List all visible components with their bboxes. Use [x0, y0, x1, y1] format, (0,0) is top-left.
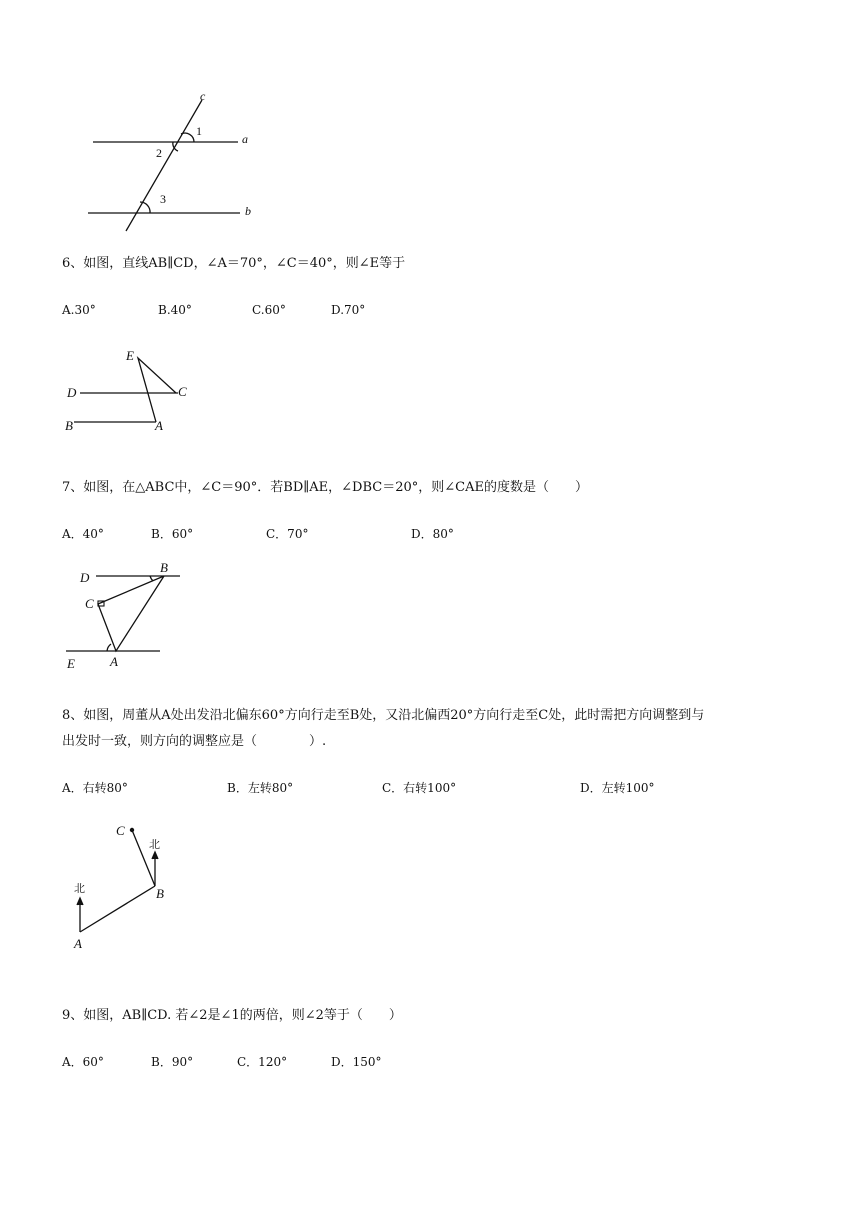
- segment-a-e-c: [138, 358, 176, 422]
- label-c: C: [116, 823, 125, 838]
- question-8-option-a[interactable]: A．右转80°: [62, 781, 128, 795]
- north-arrowhead-b: [152, 852, 158, 859]
- question-8-text-line-1: 8、如图，周董从A处出发沿北偏东60°方向行走至B处，又沿北偏西20°方向行走至C处，此时需把方向调整到与: [62, 708, 705, 723]
- triangle-abc: [98, 576, 164, 651]
- line-c: [126, 100, 202, 231]
- label-north-b: 北: [149, 839, 160, 851]
- north-arrowhead-a: [77, 898, 83, 905]
- label-e: E: [126, 348, 134, 363]
- question-9-option-a[interactable]: A．60°: [62, 1055, 104, 1069]
- label-b: B: [160, 560, 168, 575]
- label-d: D: [67, 385, 77, 400]
- question-9-option-b[interactable]: B．90°: [151, 1055, 194, 1069]
- figure-question-7: [60, 558, 190, 673]
- label-2: 2: [156, 146, 162, 160]
- question-8-option-b[interactable]: B．左转80°: [227, 781, 294, 795]
- question-8-option-d[interactable]: D．左转100°: [580, 781, 655, 795]
- question-6-option-b[interactable]: B.40°: [158, 303, 192, 317]
- path-a-to-b: [80, 886, 155, 932]
- question-9-option-d[interactable]: D．150°: [331, 1055, 382, 1069]
- question-8-text-line-2: 出发时一致，则方向的调整应是（ ）.: [62, 734, 327, 749]
- angle-1-arc: [181, 133, 194, 142]
- question-7-option-b[interactable]: B．60°: [151, 527, 194, 541]
- label-c: C: [178, 384, 187, 399]
- label-a: A: [155, 418, 163, 433]
- label-e: E: [67, 656, 75, 671]
- question-9-text: 9、如图，AB∥CD. 若∠2是∠1的两倍，则∠2等于（ ）: [62, 1008, 402, 1023]
- question-7-option-c[interactable]: C．70°: [266, 527, 309, 541]
- question-6-option-d[interactable]: D.70°: [331, 303, 366, 317]
- figure-question-8: [60, 820, 190, 960]
- question-6-text: 6、如图，直线AB∥CD，∠A＝70°，∠C＝40°，则∠E等于: [62, 256, 406, 271]
- label-a: A: [74, 936, 82, 951]
- label-d: D: [80, 570, 90, 585]
- question-7-option-d[interactable]: D．80°: [411, 527, 454, 541]
- question-8-option-c[interactable]: C．右转100°: [382, 781, 457, 795]
- point-c: [130, 828, 134, 832]
- label-a: A: [110, 654, 118, 669]
- label-c: C: [85, 596, 94, 611]
- label-3: 3: [160, 192, 166, 206]
- label-a: a: [242, 132, 248, 146]
- label-north-a: 北: [74, 883, 85, 895]
- question-7-text: 7、如图，在△ABC中，∠C＝90°．若BD∥AE，∠DBC＝20°，则∠CAE的度数是（ ）: [62, 480, 588, 495]
- question-6-option-c[interactable]: C.60°: [252, 303, 286, 317]
- figure-question-6: [60, 346, 210, 436]
- question-7-option-a[interactable]: A．40°: [62, 527, 104, 541]
- figure-transversal: [80, 88, 280, 233]
- angle-cae-arc: [107, 644, 111, 651]
- label-1: 1: [196, 124, 202, 138]
- angle-dbc-arc: [150, 576, 153, 581]
- label-b: b: [245, 204, 251, 218]
- label-b: B: [65, 418, 73, 433]
- question-9-option-c[interactable]: C．120°: [237, 1055, 288, 1069]
- label-c: c: [200, 89, 206, 103]
- question-6-option-a[interactable]: A.30°: [62, 303, 96, 317]
- label-b: B: [156, 886, 164, 901]
